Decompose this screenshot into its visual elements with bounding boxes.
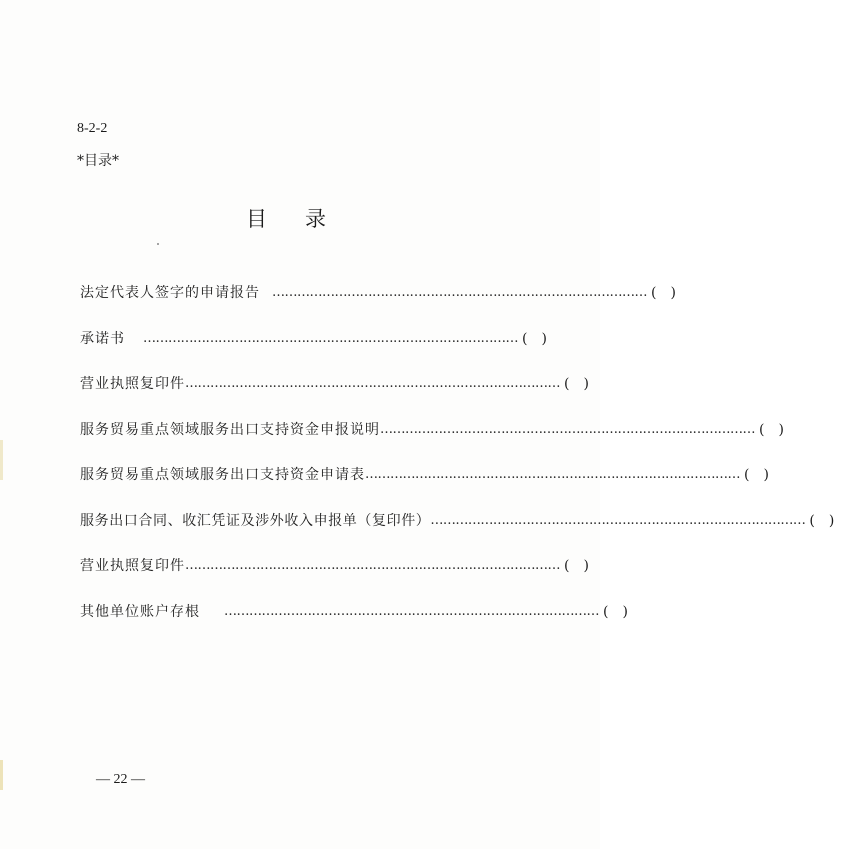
toc-leader: ……………………………………………………………………………… [185, 558, 560, 573]
toc-page-ref: () [564, 376, 603, 392]
toc-leader: ……………………………………………………………………………… [365, 467, 740, 482]
toc-entry-label: 服务贸易重点领域服务出口支持资金申报说明 [80, 421, 380, 438]
toc-page-ref: () [651, 285, 690, 301]
toc-entry-label: 法定代表人签字的申请报告 [80, 285, 260, 301]
toc-page-ref: () [759, 421, 798, 438]
toc-leader: ……………………………………………………………………………… [143, 330, 518, 346]
toc-entry [80, 419, 798, 465]
toc-leader: ……………………………………………………………………………… [224, 603, 599, 619]
scan-edge-mark [0, 440, 3, 480]
document-code: 8-2-2 [77, 121, 108, 136]
toc-leader: ……………………………………………………………………………… [430, 512, 806, 528]
toc-entry-label: 其他单位账户存根 [80, 603, 200, 620]
toc-leader: ……………………………………………………………………………… [380, 421, 755, 437]
toc-entry [80, 510, 848, 556]
table-of-contents [80, 282, 848, 646]
toc-entry-label: 营业执照复印件 [80, 558, 185, 574]
toc-entry [80, 282, 690, 328]
toc-page-ref: () [564, 558, 603, 574]
page-number: — 22 — [96, 772, 145, 787]
toc-entry [80, 373, 603, 419]
toc-leader: ……………………………………………………………………………… [272, 285, 647, 300]
toc-entry [80, 555, 603, 601]
toc-entry-label: 服务出口合同、收汇凭证及涉外收入申报单（复印件） [80, 512, 431, 529]
toc-leader: ……………………………………………………………………………… [185, 376, 560, 391]
toc-page-ref: () [809, 512, 848, 529]
scan-speck [157, 243, 159, 245]
scan-edge-mark [0, 760, 3, 790]
toc-entry [80, 464, 783, 510]
document-tag: *目录* [77, 153, 119, 169]
toc-page-ref: () [744, 467, 783, 483]
toc-entry-label: 营业执照复印件 [80, 376, 185, 392]
page-title: 目录 [246, 207, 364, 231]
toc-entry [80, 328, 561, 374]
toc-entry [80, 601, 642, 647]
toc-page-ref: () [522, 330, 561, 347]
toc-page-ref: () [603, 603, 642, 620]
toc-entry-label: 承诺书 [80, 330, 125, 347]
toc-entry-label: 服务贸易重点领域服务出口支持资金申请表 [80, 467, 365, 483]
